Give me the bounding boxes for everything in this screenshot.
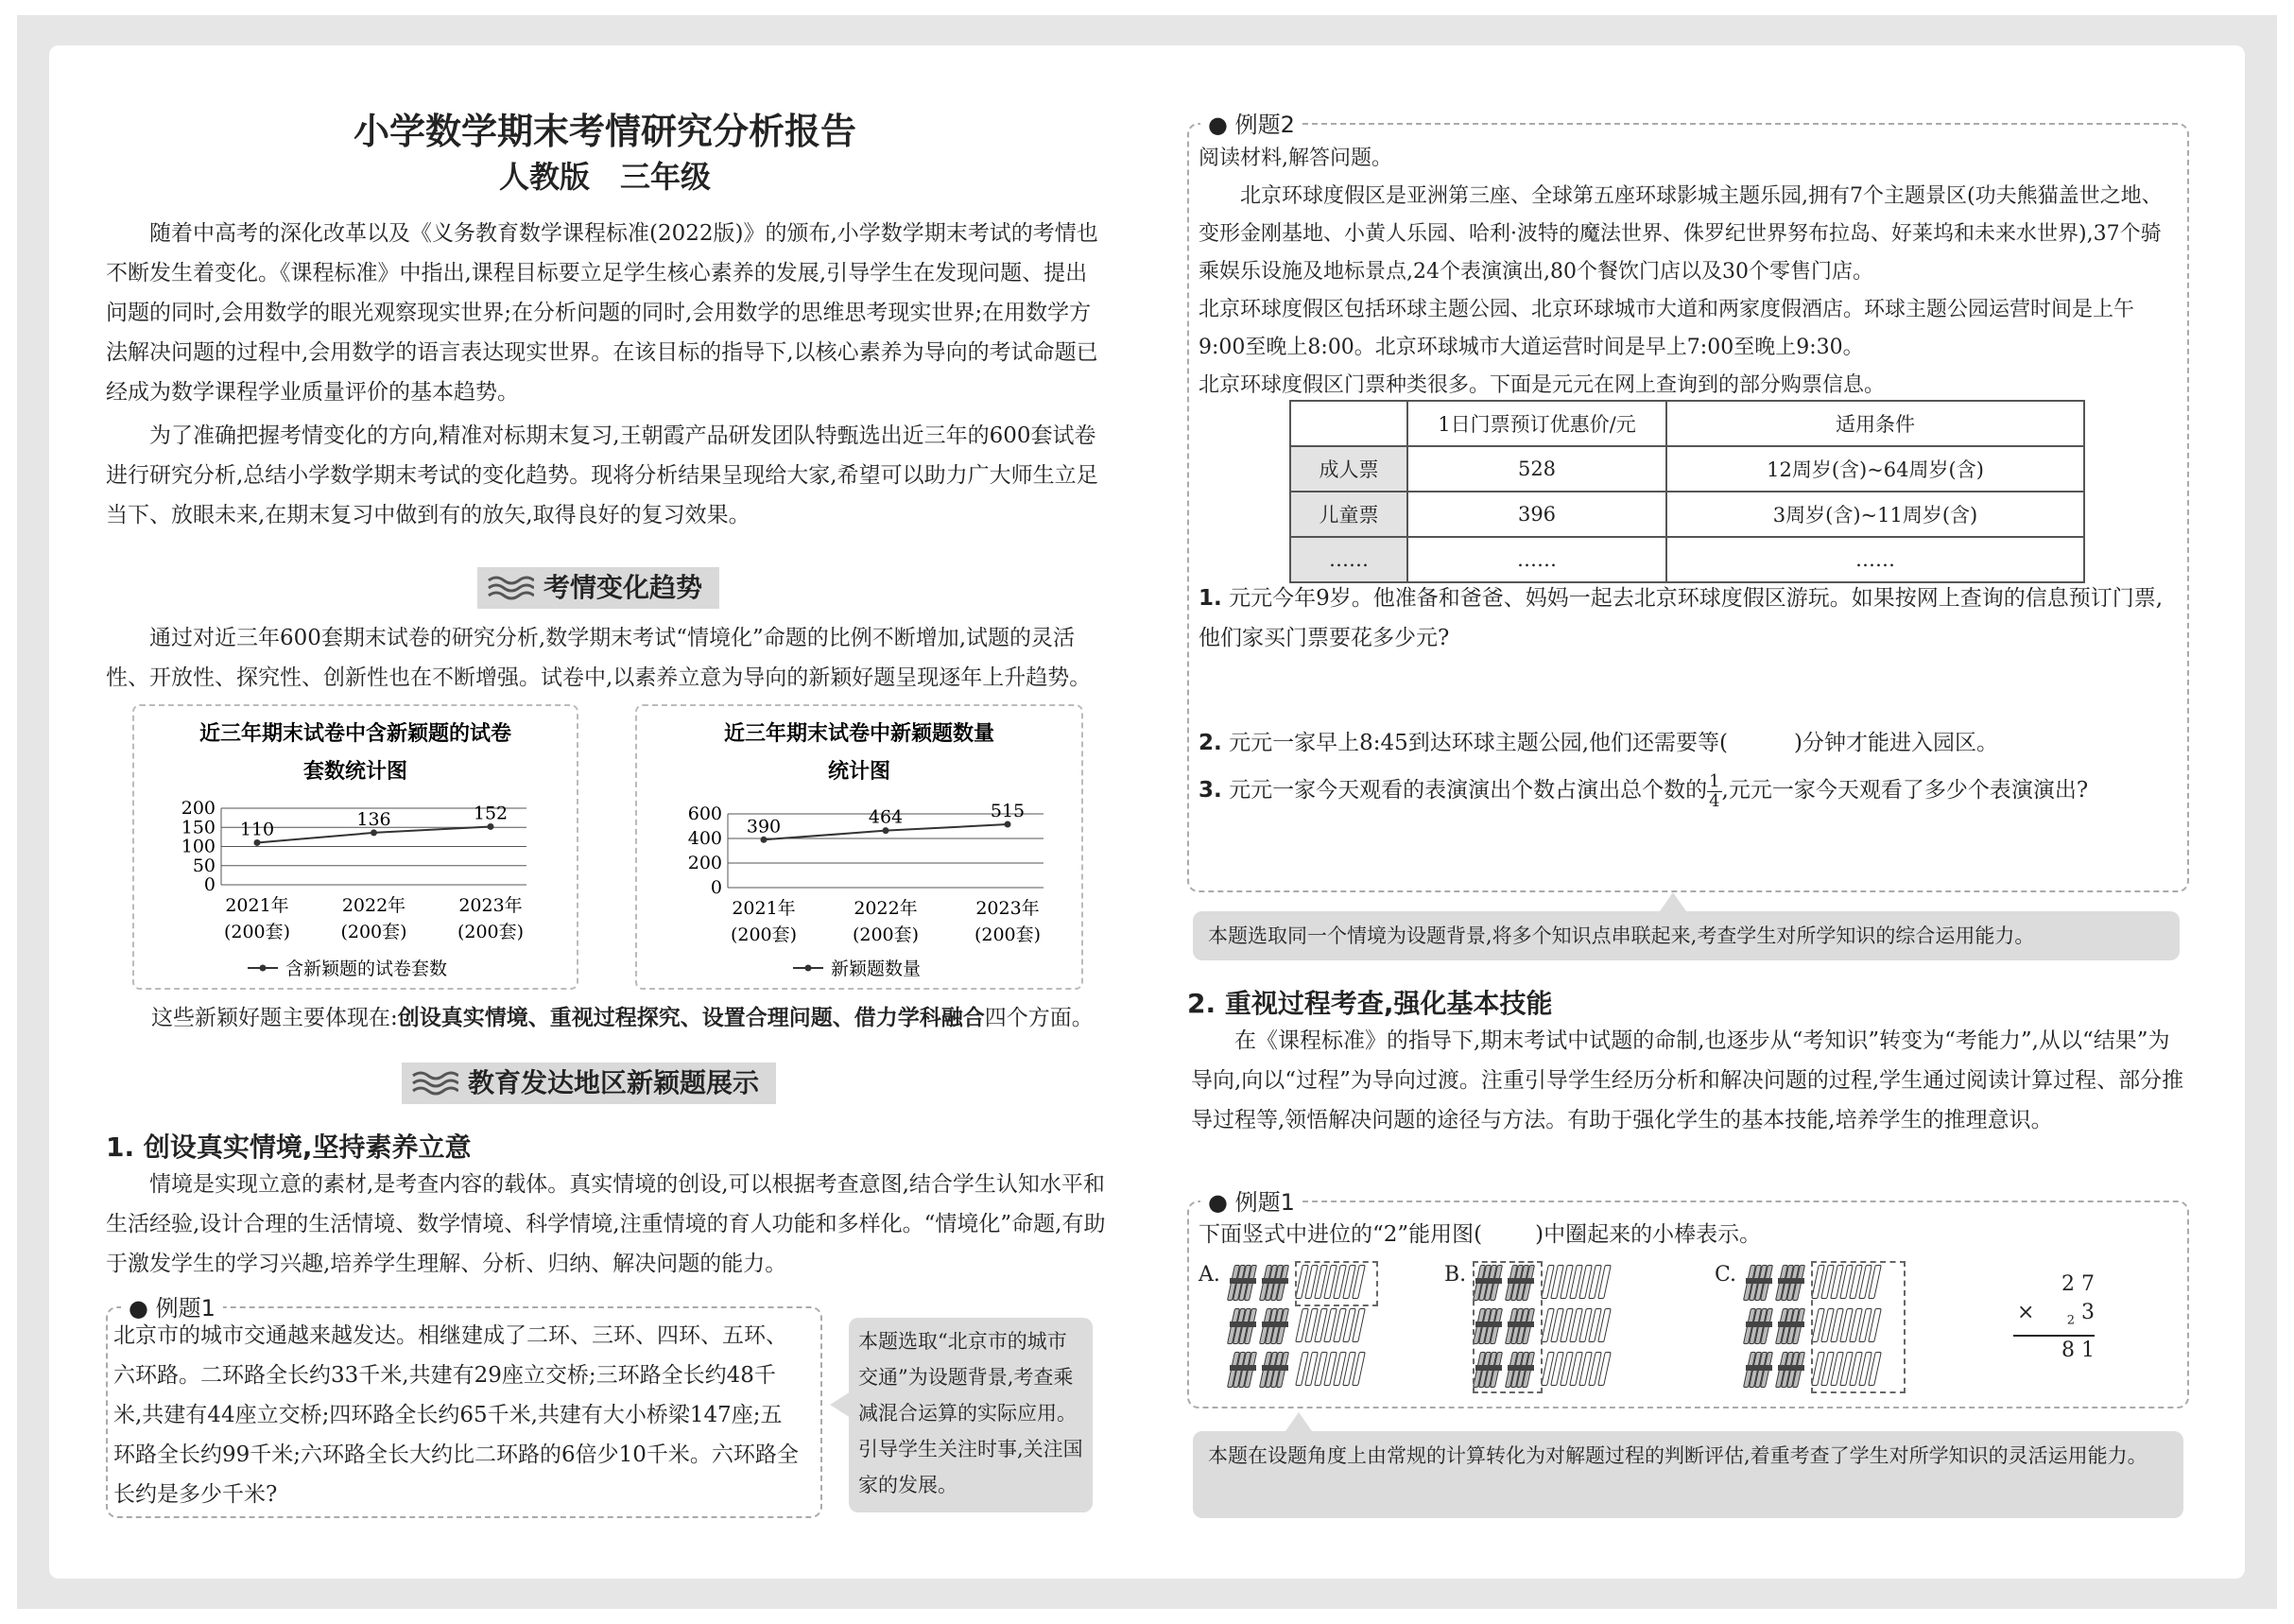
- example-2-lead: 阅读材料,解答问题。: [1199, 147, 1392, 170]
- c2-point: [761, 837, 768, 843]
- option-c-label[interactable]: C.: [1715, 1263, 1737, 1287]
- example-badge-icon: ●: [1208, 1189, 1228, 1216]
- c2-x-label: 2021年: [732, 898, 796, 919]
- c1-point: [254, 839, 261, 846]
- option-a-label[interactable]: A.: [1199, 1263, 1220, 1287]
- page-subtitle: 人教版 三年级: [498, 159, 711, 195]
- c1-x-note: (200套): [457, 922, 525, 942]
- ticket-cell: 396: [1407, 492, 1666, 537]
- real-context-paragraph: 情境是实现立意的素材,是考查内容的载体。真实情境的创设,可以根据考查意图,结合学生认知水平和生活经验,设计合理的生活情境、数学情境、科学情境,注重情境的育人功能和多样化。“情境化”命题,有助于激发学生的学习兴趣,培养学生理解、分析、归纳、解决问题的能力。: [106, 1172, 1106, 1276]
- example-2-paragraph-3: 北京环球度假区门票种类很多。下面是元元在网上查询到的部分购票信息。: [1199, 373, 1886, 397]
- question-2-number: 2.: [1199, 731, 1222, 755]
- process-example-label-text: 例题1: [1234, 1189, 1295, 1216]
- question-1: [1199, 579, 2172, 658]
- example-badge-icon: ●: [1208, 112, 1228, 138]
- c1-data-label: 136: [356, 808, 391, 830]
- process-example-note: 本题在设题角度上由常规的计算转化为对解题过程的判断评估,着重考查了学生对所学知识的灵活运用能力。: [1193, 1431, 2183, 1518]
- process-example-text: [1199, 1216, 1761, 1253]
- chart-1-box: [132, 704, 578, 990]
- c1-ytick: 150: [181, 817, 216, 838]
- ticket-table: [1289, 400, 2085, 583]
- page-title: 小学数学期末考情研究分析报告: [353, 111, 856, 152]
- ticket-cell: 儿童票: [1290, 492, 1407, 537]
- ticket-cell: ……: [1407, 537, 1666, 582]
- c2-ytick: 0: [710, 877, 722, 898]
- question-3-number: 3.: [1199, 778, 1222, 803]
- question-1-text: 元元今年9岁。他准备和爸爸、妈妈一起去北京环球度假区游玩。如果按网上查询的信息预订门票,他们家买门票要花多少元?: [1199, 586, 2164, 650]
- ticket-cell: 12周岁(含)~64周岁(含): [1666, 446, 2084, 492]
- ticket-cell: 3周岁(含)~11周岁(含): [1666, 492, 2084, 537]
- fraction-denominator: 4: [1709, 790, 1720, 811]
- heading-process: 2. 重视过程考查,强化基本技能: [1187, 988, 1553, 1019]
- intro-paragraph-1: 随着中高考的深化改革以及《义务教育数学课程标准(2022版)》的颁布,小学数学期末考试的考情也不断发生着变化。《课程标准》中指出,课程目标要立足学生核心素养的发展,引导学生在发现问题、提出问题的同时,会用数学的眼光观察现实世界;在分析问题的同时,会用数学的思维思考现实世界;在用数学方法解决问题的过程中,会用数学的语言表达现实世界。在该目标的指导下,以核心素养为导向的考试命题已经成为数学课程学业质量评价的基本趋势。: [106, 221, 1098, 405]
- wave-icon: [487, 575, 534, 601]
- question-3-text-a: 元元一家今天观看的表演演出个数占演出总个数的: [1229, 778, 1708, 803]
- c1-ytick: 50: [192, 855, 216, 876]
- example-2-label: [1200, 106, 1302, 139]
- process-example-label: [1200, 1183, 1302, 1217]
- c2-x-note: (200套): [974, 924, 1042, 945]
- wave-icon: [411, 1070, 458, 1097]
- c1-x-note: (200套): [340, 922, 407, 942]
- c2-x-label: 2023年: [975, 898, 1040, 919]
- section-bar-showcase: [402, 1063, 776, 1104]
- section-title-showcase: 教育发达地区新颖题展示: [468, 1067, 760, 1098]
- c2-x-label: 2022年: [854, 898, 918, 919]
- process-text: [1191, 1021, 2185, 1140]
- chart-2-title-2: 统计图: [827, 760, 891, 784]
- chart-1: [134, 706, 577, 988]
- ticket-cell: 成人票: [1290, 446, 1407, 492]
- note-pointer: [1660, 892, 1686, 911]
- example-1-box: [106, 1306, 822, 1518]
- example-1-label: [121, 1289, 223, 1322]
- calc-top: 2 7: [2061, 1272, 2095, 1296]
- note-pointer: [830, 1391, 851, 1418]
- c1-x-note: (200套): [223, 922, 291, 942]
- c1-x-label: 2023年: [458, 895, 523, 916]
- c1-point: [488, 823, 494, 830]
- summary-bold: 创设真实情境、重视过程探究、设置合理问题、借力学科融合: [397, 1006, 985, 1030]
- fraction: [1707, 772, 1721, 811]
- calc-multiplier: 3: [2081, 1301, 2095, 1324]
- chart-2-box: [635, 704, 1083, 990]
- ticket-table-row: [1290, 537, 2084, 582]
- question-2-text-a: 元元一家早上8:45到达环球主题公园,他们还需要等(: [1229, 731, 1728, 755]
- example-1-note: 本题选取“北京市的城市交通”为设题背景,考查乘减混合运算的实际应用。引导学生关注时事,关注国家的发展。: [849, 1318, 1093, 1512]
- chart-1-title-1: 近三年期末试卷中含新颖题的试卷: [198, 722, 512, 746]
- chart-2-legend-marker: [805, 965, 812, 972]
- calc-result: 8 1: [2061, 1339, 2095, 1363]
- trend-text: [106, 618, 1108, 698]
- trend-summary: [151, 998, 1115, 1038]
- summary-prefix: 这些新颖好题主要体现在:: [151, 1006, 398, 1030]
- heading-real-context: 1. 创设真实情境,坚持素养立意: [106, 1132, 472, 1163]
- chart-1-legend: 含新颖题的试卷套数: [285, 959, 448, 979]
- calc-multiplier-row: [2013, 1299, 2095, 1337]
- ticket-cell: ……: [1666, 537, 2084, 582]
- ticket-header-cell: 适用条件: [1666, 401, 2084, 446]
- c1-ytick: 0: [203, 874, 216, 895]
- example-badge-icon: ●: [129, 1295, 148, 1322]
- example-1-text: 北京市的城市交通越来越发达。相继建成了二环、三环、四环、五环、六环路。二环路全长约33千米,共建有29座立交桥;三环路全长约48千米,共建有44座立交桥;四环路全长约65千米,共建有大小桥梁147座;五环路全长约99千米;六环路全长大约比二环路的6倍少10千米。六环路全长约是多少千米?: [113, 1323, 799, 1507]
- option-a-sticks[interactable]: [1227, 1261, 1378, 1390]
- summary-suffix: 四个方面。: [984, 1006, 1094, 1030]
- c2-data-label: 464: [868, 806, 904, 828]
- example-2-paragraph-2: 北京环球度假区包括环球主题公园、北京环球城市大道和两家度假酒店。环球主题公园运营时间是上午9:00至晚上8:00。北京环球城市大道运营时间是早上7:00至晚上9:30。: [1199, 298, 2135, 359]
- example-1-label-text: 例题1: [155, 1295, 216, 1322]
- example-2-paragraph-1: 北京环球度假区是亚洲第三座、全球第五座环球影城主题乐园,拥有7个主题景区(功夫熊猫盖世之地、变形金刚基地、小黄人乐园、哈利·波特的魔法世界、侏罗纪世界努布拉岛、好莱坞和未来水世界),37个骑乘娱乐设施及地标景点,24个表演演出,80个餐饮门店以及30个零售门店。: [1199, 184, 2163, 284]
- real-context-text: [106, 1165, 1108, 1284]
- note-pointer: [1285, 1412, 1312, 1431]
- c2-point: [1005, 821, 1011, 828]
- trend-paragraph: 通过对近三年600套期末试卷的研究分析,数学期末考试“情境化”命题的比例不断增加,试题的灵活性、开放性、探究性、创新性也在不断增强。试卷中,以素养立意为导向的新颖好题呈现逐年上升趋势。: [106, 626, 1092, 690]
- chart-2-title-1: 近三年期末试卷中新颖题数量: [723, 722, 995, 746]
- c1-data-label: 152: [473, 803, 509, 824]
- process-example-text-b: )中圈起来的小棒表示。: [1535, 1222, 1762, 1247]
- question-3-text-b: ,元元一家今天观看了多少个表演演出?: [1721, 778, 2089, 803]
- ticket-header-cell: [1290, 401, 1407, 446]
- c1-x-label: 2022年: [341, 895, 406, 916]
- ticket-cell: ……: [1290, 537, 1407, 582]
- c2-point: [883, 827, 889, 834]
- ticket-cell: 528: [1407, 446, 1666, 492]
- example-2-label-text: 例题2: [1234, 112, 1295, 138]
- chart-2-legend: 新颖题数量: [831, 959, 922, 979]
- calc-carry: 2: [2066, 1313, 2075, 1328]
- intro: [106, 214, 1108, 535]
- c2-data-label: 515: [990, 801, 1026, 822]
- example-2-note: 本题选取同一个情境为设题背景,将多个知识点串联起来,考查学生对所学知识的综合运用能力。: [1193, 911, 2180, 960]
- example-2-material: [1199, 140, 2176, 405]
- c2-data-label: 390: [746, 816, 782, 838]
- calc-operator: ×: [2017, 1301, 2035, 1324]
- vertical-calculation: [2013, 1270, 2095, 1365]
- c2-x-note: (200套): [730, 924, 798, 945]
- option-b-label[interactable]: B.: [1444, 1263, 1467, 1287]
- option-b-sticks[interactable]: [1473, 1261, 1633, 1390]
- question-2: [1199, 723, 2172, 763]
- c2-ytick: 200: [687, 853, 722, 873]
- c2-x-note: (200套): [852, 924, 920, 945]
- process-example-text-a: 下面竖式中进位的“2”能用图(: [1199, 1222, 1483, 1247]
- ticket-table-row: [1290, 492, 2084, 537]
- c1-point: [371, 829, 377, 836]
- chart-1-legend-marker: [260, 965, 267, 972]
- ticket-table-row: [1290, 446, 2084, 492]
- ticket-header-cell: 1日门票预订优惠价/元: [1407, 401, 1666, 446]
- ticket-table-header: [1290, 401, 2084, 446]
- chart-2: [637, 706, 1081, 988]
- intro-paragraph-2: 为了准确把握考情变化的方向,精准对标期末复习,王朝霞产品研发团队特甄选出近三年的600套试卷进行研究分析,总结小学数学期末考试的变化趋势。现将分析结果呈现给大家,希望可以助力广大师生立足当下、放眼未来,在期末复习中做到有的放矢,取得良好的复习效果。: [106, 423, 1098, 527]
- section-title-trend: 考情变化趋势: [543, 572, 703, 603]
- question-1-number: 1.: [1199, 586, 1222, 611]
- chart-1-title-2: 套数统计图: [302, 760, 408, 784]
- fraction-numerator: 1: [1709, 770, 1720, 791]
- c1-x-label: 2021年: [225, 895, 289, 916]
- process-paragraph: 在《课程标准》的指导下,期末考试中试题的命制,也逐步从“考知识”转变为“考能力”,从以“结果”为导向,向以“过程”为导向过渡。注重引导学生经历分析和解决问题的过程,学生通过阅读计算过程、部分推导过程等,领悟解决问题的途径与方法。有助于强化学生的基本技能,培养学生的推理意识。: [1191, 1028, 2184, 1132]
- option-c-sticks[interactable]: [1743, 1261, 1904, 1390]
- c1-ytick: 200: [181, 798, 216, 819]
- question-2-text-b: )分钟才能进入园区。: [1794, 731, 1998, 755]
- question-3: [1199, 770, 2172, 811]
- c2-ytick: 400: [687, 828, 722, 849]
- section-bar-trend: [477, 567, 719, 609]
- c1-data-label: 110: [239, 819, 275, 840]
- c2-ytick: 600: [687, 803, 722, 824]
- c1-ytick: 100: [181, 836, 216, 857]
